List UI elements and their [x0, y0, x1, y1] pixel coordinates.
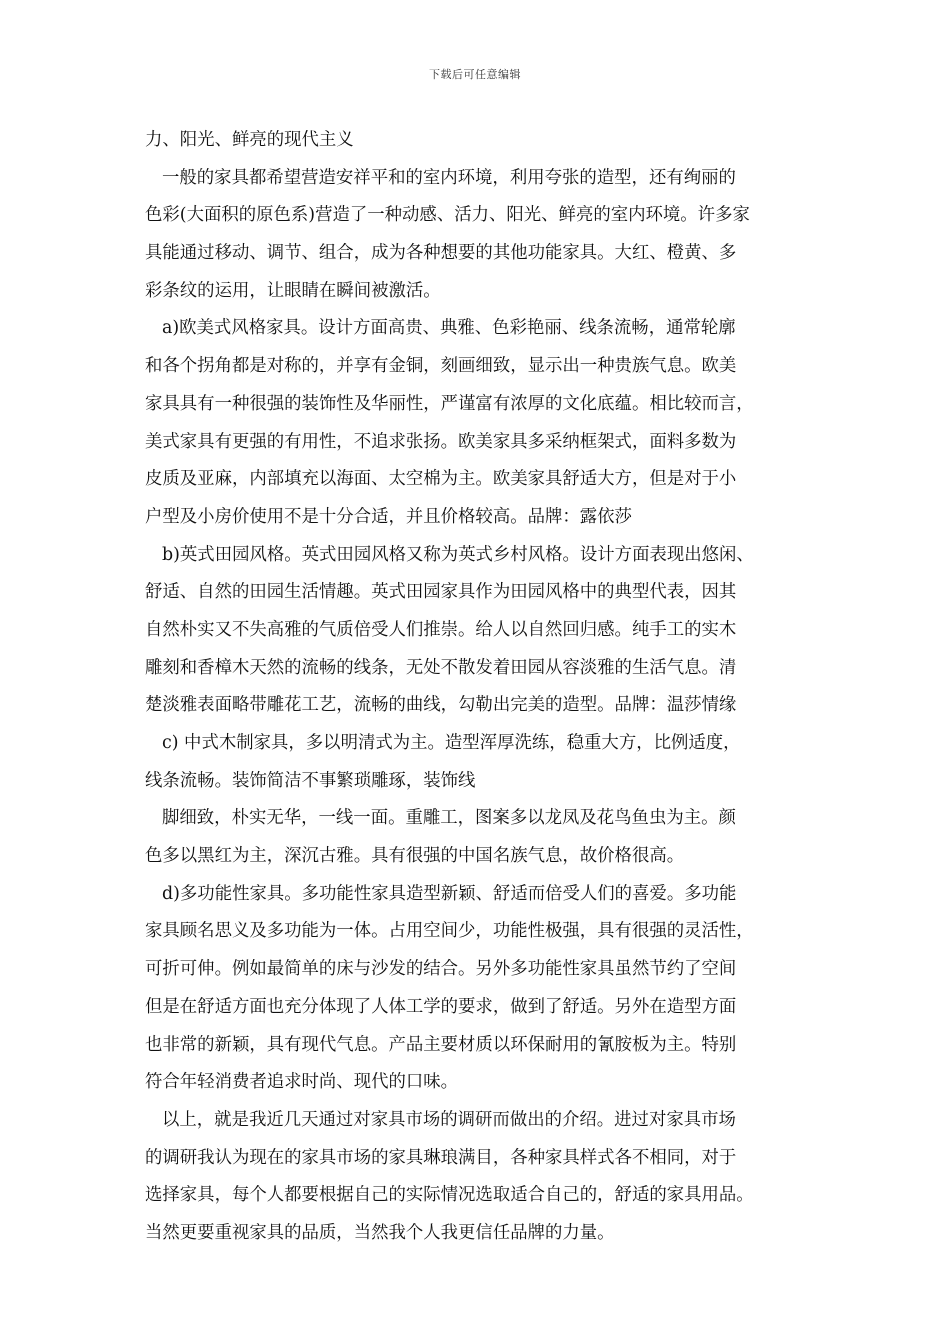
text-line: 和各个拐角都是对称的，并享有金铜，刻画细致，显示出一种贵族气息。欧美	[145, 356, 737, 377]
text-line: 线条流畅。装饰简洁不事繁琐雕琢，装饰线	[145, 770, 476, 791]
text-line: 色彩(大面积的原色系)营造了一种动感、活力、阳光、鲜亮的室内环境。许多家	[145, 205, 750, 226]
text-line: a)欧美式风格家具。设计方面高贵、典雅、色彩艳丽、线条流畅，通常轮廓	[162, 318, 736, 339]
text-line: 户型及小房价使用不是十分合适，并且价格较高。品牌：露依莎	[145, 506, 632, 527]
text-line: 但是在舒适方面也充分体现了人体工学的要求，做到了舒适。另外在造型方面	[145, 996, 737, 1017]
text-line: 彩条纹的运用，让眼睛在瞬间被激活。	[145, 280, 441, 301]
text-line: 一般的家具都希望营造安祥平和的室内环境，利用夸张的造型，还有绚丽的	[162, 167, 736, 188]
text-line: 也非常的新颖，具有现代气息。产品主要材质以环保耐用的氰胺板为主。特别	[145, 1034, 737, 1055]
text-line: b)英式田园风格。英式田园风格又称为英式乡村风格。设计方面表现出悠闲、	[162, 544, 754, 565]
text-line: 当然更要重视家具的品质，当然我个人我更信任品牌的力量。	[145, 1222, 615, 1243]
text-line: 可折可伸。例如最简单的床与沙发的结合。另外多功能性家具虽然节约了空间	[145, 959, 737, 980]
document-body	[145, 122, 810, 1253]
text-line: d)多功能性家具。多功能性家具造型新颖、舒适而倍受人们的喜爱。多功能	[162, 883, 737, 904]
text-line: 楚淡雅表面略带雕花工艺，流畅的曲线，勾勒出完美的造型。品牌：温莎情缘	[145, 695, 737, 716]
text-line: 家具具有一种很强的装饰性及华丽性，严谨富有浓厚的文化底蕴。相比较而言，	[145, 393, 754, 414]
text-line: 色多以黑红为主，深沉古雅。具有很强的中国名族气息，故价格很高。	[145, 846, 685, 867]
text-line: 舒适、自然的田园生活情趣。英式田园家具作为田园风格中的典型代表，因其	[145, 582, 737, 603]
text-line: 皮质及亚麻，内部填充以海面、太空棉为主。欧美家具舒适大方，但是对于小	[145, 469, 737, 490]
text-line: 雕刻和香樟木天然的流畅的线条，无处不散发着田园从容淡雅的生活气息。清	[145, 657, 737, 678]
text-line: 美式家具有更强的有用性，不追求张扬。欧美家具多采纳框架式，面料多数为	[145, 431, 737, 452]
text-line: 符合年轻消费者追求时尚、现代的口味。	[145, 1072, 459, 1093]
text-line: 选择家具，每个人都要根据自己的实际情况选取适合自己的，舒适的家具用品。	[145, 1185, 754, 1206]
text-line: 力、阳光、鲜亮的现代主义	[145, 130, 354, 150]
text-line: 家具顾名思义及多功能为一体。占用空间少，功能性极强，具有很强的灵活性，	[145, 921, 754, 942]
text-line: c) 中式木制家具，多以明清式为主。造型浑厚洗练，稳重大方，比例适度，	[162, 733, 741, 753]
text-line: 的调研我认为现在的家具市场的家具琳琅满目，各种家具样式各不相同，对于	[145, 1147, 737, 1168]
page-header: 下载后可任意编辑	[429, 68, 521, 81]
text-line: 具能通过移动、调节、组合，成为各种想要的其他功能家具。大红、橙黄、多	[145, 243, 737, 264]
text-line: 以上，就是我近几天通过对家具市场的调研而做出的介绍。进过对家具市场	[162, 1109, 736, 1130]
text-line: 脚细致，朴实无华，一线一面。重雕工，图案多以龙凤及花鸟鱼虫为主。颜	[162, 808, 736, 829]
text-line: 自然朴实又不失高雅的气质倍受人们推崇。给人以自然回归感。纯手工的实木	[145, 619, 737, 640]
